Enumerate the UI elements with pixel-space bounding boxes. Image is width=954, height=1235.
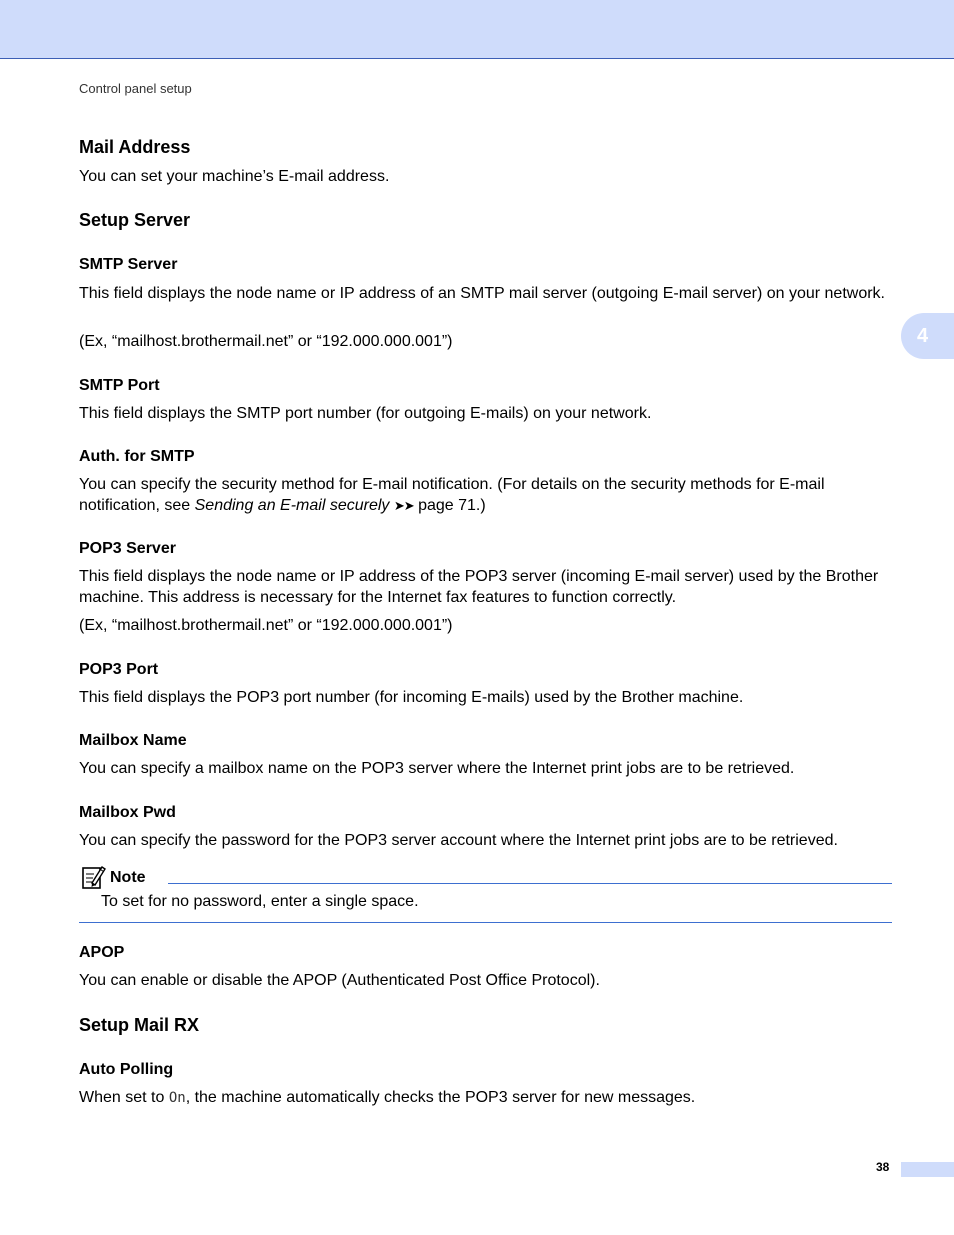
cross-reference-link[interactable]: Sending an E-mail securely	[194, 496, 390, 514]
chapter-tab	[901, 313, 954, 359]
heading-setup-mail-rx: Setup Mail RX	[79, 1015, 200, 1035]
running-head: Control panel setup	[79, 81, 192, 96]
example-pop3-server: (Ex, “mailhost.brothermail.net” or “192.000.000.001”)	[79, 617, 453, 634]
auto-polling-text-b: , the machine automatically checks the POP3 server for new messages.	[185, 1089, 696, 1106]
paragraph-apop: You can enable or disable the APOP (Authenticated Post Office Protocol).	[79, 972, 600, 989]
heading-apop: APOP	[79, 944, 125, 961]
heading-pop3-port: POP3 Port	[79, 661, 159, 678]
heading-mailbox-name: Mailbox Name	[79, 732, 187, 749]
heading-mailbox-pwd: Mailbox Pwd	[79, 804, 176, 821]
on-setting-value: On	[168, 1090, 186, 1106]
paragraph-smtp-server: This field displays the node name or IP address of an SMTP mail server (outgoing E-mail server) on your network.	[79, 285, 885, 302]
note-label: Note	[110, 869, 146, 886]
paragraph-mailbox-name: You can specify a mailbox name on the POP3 server where the Internet print jobs are to be retrieved.	[79, 760, 795, 777]
paragraph-smtp-port: This field displays the SMTP port number (for outgoing E-mails) on your network.	[79, 405, 652, 422]
note-divider-top	[168, 883, 892, 884]
page-number-bar	[901, 1162, 954, 1177]
note-text: To set for no password, enter a single space.	[101, 893, 419, 910]
auto-polling-text-a: When set to	[79, 1089, 169, 1106]
auth-text-b: page 71.)	[413, 496, 486, 514]
example-smtp-server: (Ex, “mailhost.brothermail.net” or “192.000.000.001”)	[79, 333, 453, 350]
note-divider-bottom	[79, 922, 892, 923]
paragraph-mail-address: You can set your machine’s E-mail address.	[79, 168, 390, 185]
paragraph-auto-polling	[79, 1088, 894, 1109]
heading-smtp-server: SMTP Server	[79, 256, 178, 273]
double-arrow-icon: ➤➤	[393, 497, 414, 513]
heading-setup-server: Setup Server	[79, 210, 191, 230]
heading-smtp-port: SMTP Port	[79, 377, 160, 394]
paragraph-mailbox-pwd: You can specify the password for the POP3 server account where the Internet print jobs are to be retrieved.	[79, 832, 838, 849]
paragraph-pop3-server: This field displays the node name or IP address of the POP3 server (incoming E-mail server) used by the Brother machine. This address is necessary for the Internet fax features to function correctly.	[79, 568, 879, 606]
paragraph-auth-smtp	[79, 475, 894, 516]
heading-mail-address: Mail Address	[79, 137, 191, 157]
auth-text-a: You can specify the security method for E-mail notification. (For details on the security methods for E-mail notification, see	[79, 476, 825, 514]
chapter-number: 4	[917, 324, 929, 347]
heading-auth-smtp: Auth. for SMTP	[79, 448, 195, 465]
heading-pop3-server: POP3 Server	[79, 540, 176, 557]
paragraph-pop3-port: This field displays the POP3 port number (for incoming E-mails) used by the Brother machine.	[79, 689, 744, 706]
page-number: 38	[876, 1160, 890, 1174]
note-pencil-icon	[81, 864, 107, 890]
heading-auto-polling: Auto Polling	[79, 1061, 174, 1078]
header-band	[0, 0, 954, 59]
